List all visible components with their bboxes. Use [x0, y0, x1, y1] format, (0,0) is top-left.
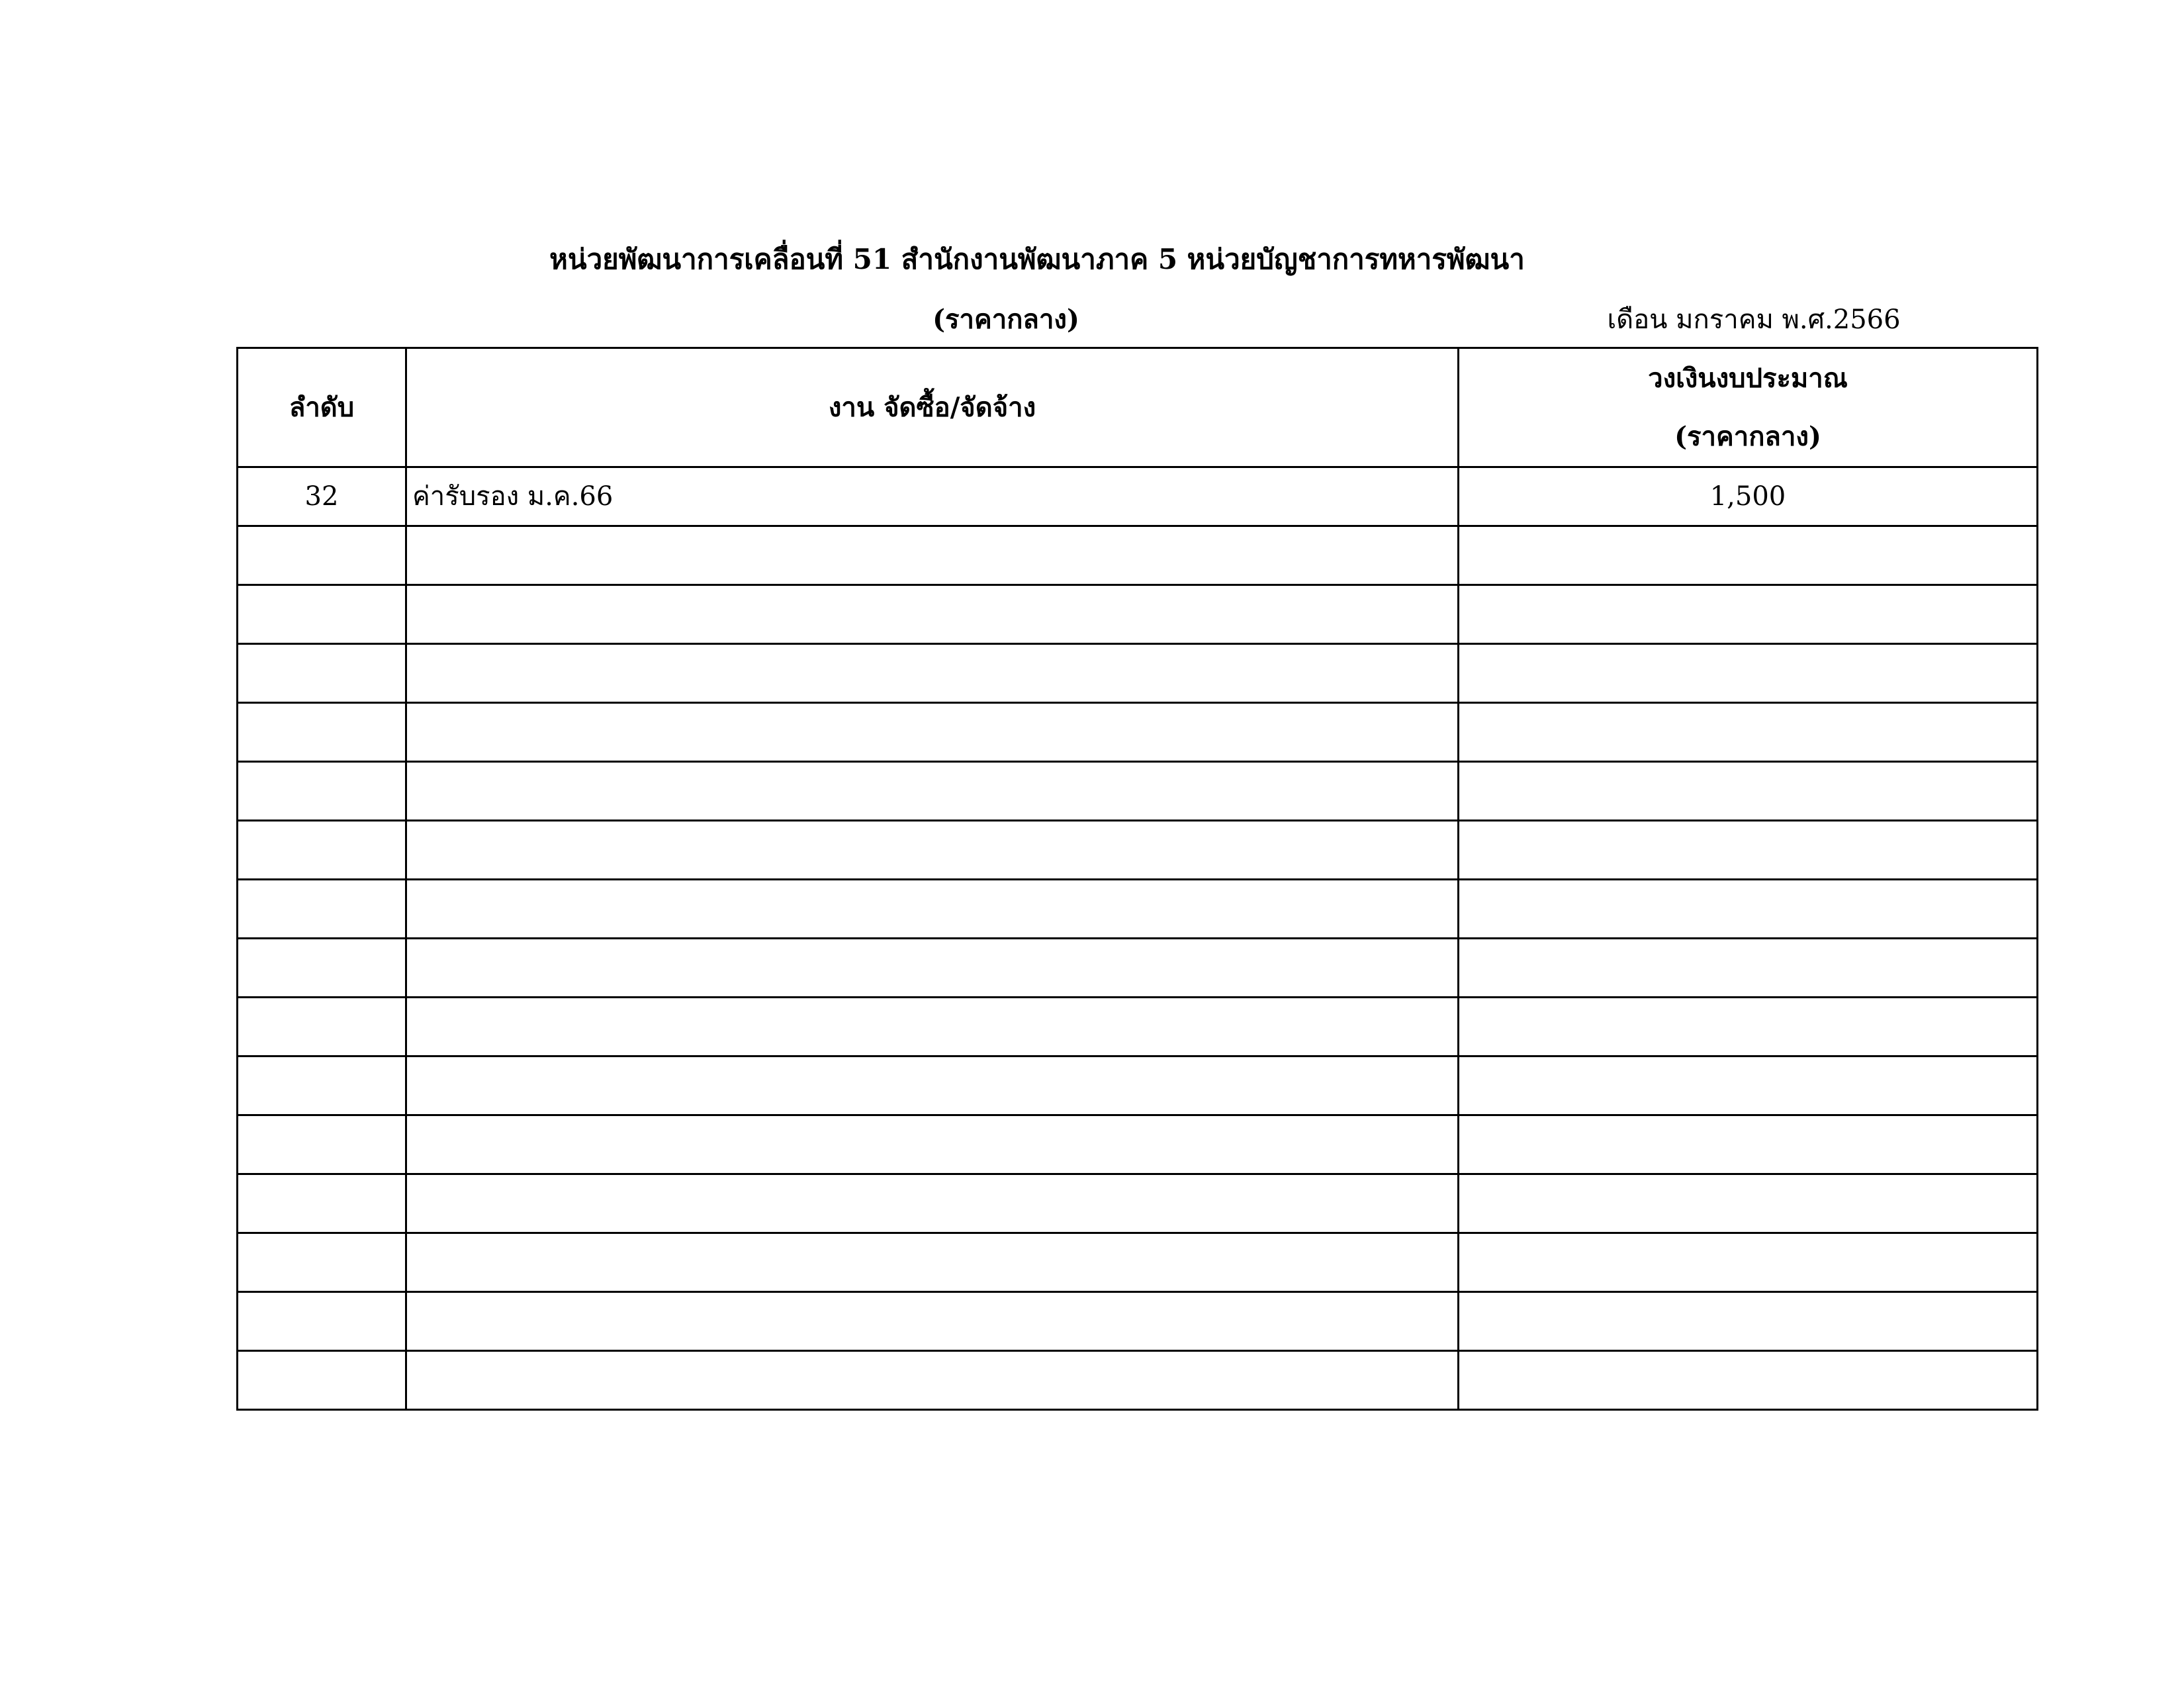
- cell-seq: [238, 762, 406, 821]
- cell-budget: [1459, 1233, 2038, 1292]
- document-month: เดือน มกราคม พ.ศ.2566: [1607, 305, 1901, 335]
- cell-item: [406, 1115, 1459, 1174]
- cell-seq: [238, 585, 406, 644]
- cell-budget: [1459, 939, 2038, 998]
- cell-item: [406, 526, 1459, 585]
- table-row: [238, 703, 2038, 762]
- cell-item: [406, 585, 1459, 644]
- cell-budget: 1,500: [1459, 467, 2038, 526]
- cell-budget: [1459, 1174, 2038, 1233]
- column-header-budget: [1459, 348, 2038, 467]
- cell-budget: [1459, 1115, 2038, 1174]
- cell-item: [406, 998, 1459, 1056]
- column-header-budget-line2: (ราคากลาง): [1674, 420, 1821, 452]
- cell-item: [406, 821, 1459, 880]
- cell-budget: [1459, 880, 2038, 939]
- table-row: [238, 526, 2038, 585]
- cell-budget: [1459, 1056, 2038, 1115]
- table-row: [238, 644, 2038, 703]
- column-header-seq: ลำดับ: [238, 348, 406, 467]
- cell-seq: [238, 1056, 406, 1115]
- table-row: [238, 1056, 2038, 1115]
- cell-budget: [1459, 998, 2038, 1056]
- cell-item: [406, 703, 1459, 762]
- cell-seq: [238, 1174, 406, 1233]
- column-header-item: งาน จัดซื้อ/จัดจ้าง: [406, 348, 1459, 467]
- cell-item: [406, 880, 1459, 939]
- document-title: หน่วยพัฒนาการเคลื่อนที่ 51 สำนักงานพัฒนาภาค 5 หน่วยบัญชาการทหารพัฒนา: [549, 243, 1525, 275]
- table-row: [238, 1233, 2038, 1292]
- cell-budget: [1459, 1351, 2038, 1410]
- cell-item: [406, 1056, 1459, 1115]
- table-row: [238, 1115, 2038, 1174]
- procurement-table: [236, 347, 2038, 1411]
- table-row: [238, 939, 2038, 998]
- cell-item: [406, 644, 1459, 703]
- cell-budget: [1459, 644, 2038, 703]
- table-row: [238, 1351, 2038, 1410]
- cell-seq: [238, 939, 406, 998]
- cell-budget: [1459, 526, 2038, 585]
- column-header-budget-line1: วงเงินงบประมาณ: [1648, 362, 1848, 394]
- table-row: [238, 821, 2038, 880]
- cell-seq: [238, 1233, 406, 1292]
- cell-budget: [1459, 703, 2038, 762]
- cell-budget: [1459, 762, 2038, 821]
- cell-seq: [238, 703, 406, 762]
- table-header-row: [238, 348, 2038, 467]
- cell-seq: [238, 880, 406, 939]
- cell-item: [406, 1351, 1459, 1410]
- table-row: [238, 467, 2038, 526]
- cell-item: [406, 1233, 1459, 1292]
- document-subtitle: (ราคากลาง): [933, 304, 1079, 335]
- cell-seq: 32: [238, 467, 406, 526]
- cell-seq: [238, 644, 406, 703]
- cell-item: [406, 762, 1459, 821]
- table-row: [238, 998, 2038, 1056]
- cell-seq: [238, 998, 406, 1056]
- table-row: [238, 880, 2038, 939]
- table-row: [238, 1174, 2038, 1233]
- cell-seq: [238, 526, 406, 585]
- cell-budget: [1459, 585, 2038, 644]
- cell-budget: [1459, 1292, 2038, 1351]
- cell-seq: [238, 821, 406, 880]
- cell-item: [406, 1174, 1459, 1233]
- cell-seq: [238, 1115, 406, 1174]
- cell-item: ค่ารับรอง ม.ค.66: [406, 467, 1459, 526]
- table-row: [238, 762, 2038, 821]
- table-row: [238, 585, 2038, 644]
- table-body: [238, 467, 2038, 1410]
- cell-seq: [238, 1292, 406, 1351]
- cell-seq: [238, 1351, 406, 1410]
- table-row: [238, 1292, 2038, 1351]
- cell-budget: [1459, 821, 2038, 880]
- cell-item: [406, 1292, 1459, 1351]
- cell-item: [406, 939, 1459, 998]
